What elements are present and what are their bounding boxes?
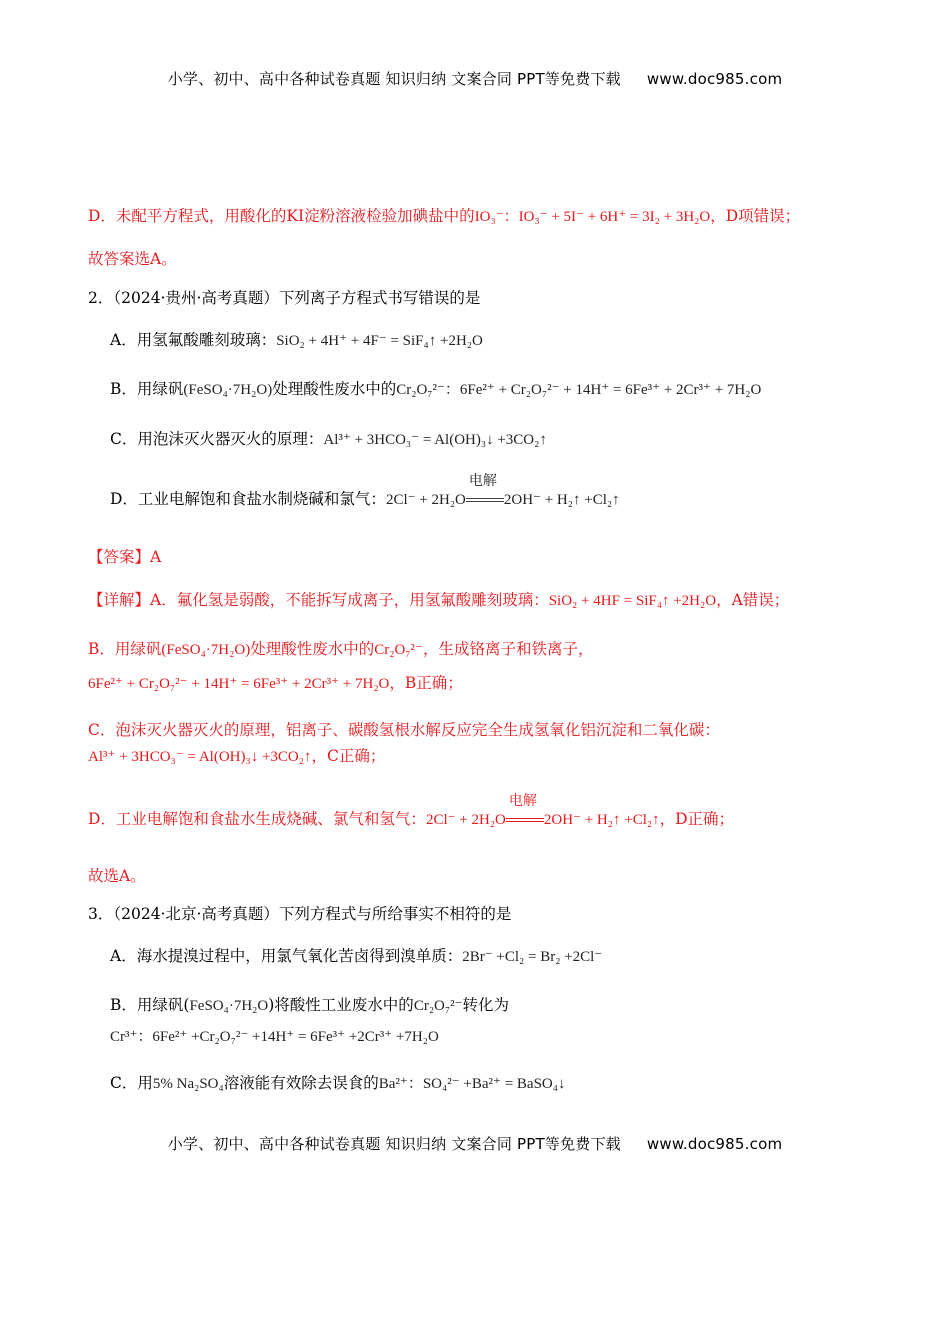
q2-answer: 【答案】A xyxy=(88,548,162,566)
q2-d-text: D．工业电解饱和食盐水制烧碱和氯气： xyxy=(110,490,386,508)
q2-explain-b xyxy=(88,638,593,661)
q3-stem: 3．（2024·北京·高考真题）下列方程式与所给事实不相符的是 xyxy=(88,905,512,923)
q3-option-b xyxy=(110,994,509,1017)
q2-option-b xyxy=(110,378,761,401)
page-footer xyxy=(0,1133,950,1154)
prev-d-end: ，D项错误； xyxy=(710,207,801,225)
q2-b-reagent: (FeSO₄·7H₂O) xyxy=(183,382,273,398)
q3-a-text: A．海水提溴过程中，用氯气氧化苦卤得到溴单质： xyxy=(110,947,463,965)
q2-expl-b-ion: Cr₂O₇²⁻ xyxy=(374,642,423,658)
footer-site: www.doc985.com xyxy=(646,1135,783,1153)
q2-expl-a-formula: SiO₂ + 4HF = SiF₄↑ +2H₂O xyxy=(548,593,717,609)
q3-a-formula: 2Br⁻ +Cl₂ = Br₂ +2Cl⁻ xyxy=(462,949,603,965)
q2-b-text: B．用绿矾 xyxy=(110,380,184,398)
q2-a-formula: SiO₂ + 4H⁺ + 4F⁻ = SiF₄↑ +2H₂O xyxy=(276,333,483,349)
q3-b-formula: Cr³⁺：6Fe²⁺ +Cr₂O₇²⁻ +14H⁺ = 6Fe³⁺ +2Cr³⁺ +7H₂O xyxy=(110,1029,439,1045)
q3-option-a xyxy=(110,945,602,968)
q2-c-formula: Al³⁺ + 3HCO₃⁻ = Al(OH)₃↓ +3CO₂↑ xyxy=(323,432,547,448)
q2-explain-d xyxy=(88,794,735,831)
q2-expl-a-text: 【详解】A．氟化氢是弱酸，不能拆写成离子，用氢氟酸雕刻玻璃： xyxy=(88,591,549,609)
q2-expl-b-formula: 6Fe²⁺ + Cr₂O₇²⁻ + 14H⁺ = 6Fe³⁺ + 2Cr³⁺ + 7H₂O xyxy=(88,676,390,692)
q2-d-formula-right: 2OH⁻ + H₂↑ +Cl₂↑ xyxy=(503,492,620,508)
prev-d-formula: IO₃⁻：IO₃⁻ + 5I⁻ + 6H⁺ = 3I₂ + 3H₂O xyxy=(474,209,711,225)
q2-explain-b-formula xyxy=(88,672,463,695)
q2-expl-b-end2: ，B正确； xyxy=(389,674,463,692)
prev-d-text: D．未配平方程式，用酸化的KI淀粉溶液检验加碘盐中的 xyxy=(88,207,475,225)
q2-b-mid: 处理酸性废水中的 xyxy=(272,380,397,398)
q2-stem: 2．（2024·贵州·高考真题）下列离子方程式书写错误的是 xyxy=(88,289,481,307)
q2-expl-c-end: ，C正确； xyxy=(311,747,386,765)
q3-c-formula: Ba²⁺：SO₄²⁻ +Ba²⁺ = BaSO₄↓ xyxy=(378,1076,566,1092)
q2-expl-d-formula-left: 2Cl⁻ + 2H₂O xyxy=(425,812,506,828)
q3-b-end: 转化为 xyxy=(462,996,510,1014)
q2-expl-b-text: B．用绿矾 xyxy=(88,640,162,658)
q2-expl-a-end: ，A错误； xyxy=(716,591,790,609)
q2-d-electrolysis-arrow xyxy=(466,474,504,510)
q3-c-reagent: 5% Na₂SO₄ xyxy=(152,1076,224,1092)
q2-expl-d-condition: 电解 xyxy=(508,794,537,809)
q3-b-text: B．用绿矾( xyxy=(110,996,190,1014)
q2-d-condition: 电解 xyxy=(468,474,497,489)
q2-expl-d-electrolysis-arrow xyxy=(506,794,544,830)
q2-option-d xyxy=(110,474,620,511)
q3-option-b-formula xyxy=(110,1025,439,1048)
q3-b-ion: Cr₂O₇²⁻ xyxy=(413,998,463,1014)
q2-expl-d-formula-right: 2OH⁻ + H₂↑ +Cl₂↑ xyxy=(543,812,660,828)
q3-b-mid: )将酸性工业废水中的 xyxy=(268,996,414,1014)
q2-explain-c-formula xyxy=(88,745,385,768)
prev-conclusion: 故答案选A。 xyxy=(88,250,177,268)
q2-b-formula: Cr₂O₇²⁻：6Fe²⁺ + Cr₂O₇²⁻ + 14H⁺ = 6Fe³⁺ + 2Cr³⁺ + 7H₂O xyxy=(396,382,762,398)
q3-option-c xyxy=(110,1072,565,1095)
q3-b-reagent: FeSO₄·7H₂O xyxy=(189,998,269,1014)
q2-expl-d-end: ，D正确； xyxy=(659,810,735,828)
footer-text: 小学、初中、高中各种试卷真题 知识归纳 文案合同 PPT等免费下载 xyxy=(167,1135,621,1153)
q2-option-c xyxy=(110,428,547,451)
header-site: www.doc985.com xyxy=(646,70,783,88)
q2-expl-d-text: D．工业电解饱和食盐水生成烧碱、氯气和氢气： xyxy=(88,810,426,828)
header-text: 小学、初中、高中各种试卷真题 知识归纳 文案合同 PPT等免费下载 xyxy=(167,70,621,88)
q2-expl-b-end: ，生成铬离子和铁离子， xyxy=(422,640,594,658)
q2-conclusion: 故选A。 xyxy=(88,867,146,885)
page-header xyxy=(0,68,950,89)
q2-expl-b-mid: 处理酸性废水中的 xyxy=(250,640,375,658)
q2-explain-c: C．泡沫灭火器灭火的原理，铝离子、碳酸氢根水解反应完全生成氢氧化铝沉淀和二氧化碳： xyxy=(88,721,720,739)
q2-explain-a xyxy=(88,589,789,612)
q2-a-text: A．用氢氟酸雕刻玻璃： xyxy=(110,331,277,349)
q2-c-text: C．用泡沫灭火器灭火的原理： xyxy=(110,430,324,448)
q2-option-a xyxy=(110,329,483,352)
q3-c-text: C．用 xyxy=(110,1074,153,1092)
q2-expl-b-reagent: (FeSO₄·7H₂O) xyxy=(161,642,251,658)
prev-option-d xyxy=(88,205,800,228)
q2-d-formula-left: 2Cl⁻ + 2H₂O xyxy=(385,492,466,508)
q2-expl-c-formula: Al³⁺ + 3HCO₃⁻ = Al(OH)₃↓ +3CO₂↑ xyxy=(88,749,312,765)
q3-c-mid: 溶液能有效除去误食的 xyxy=(223,1074,379,1092)
